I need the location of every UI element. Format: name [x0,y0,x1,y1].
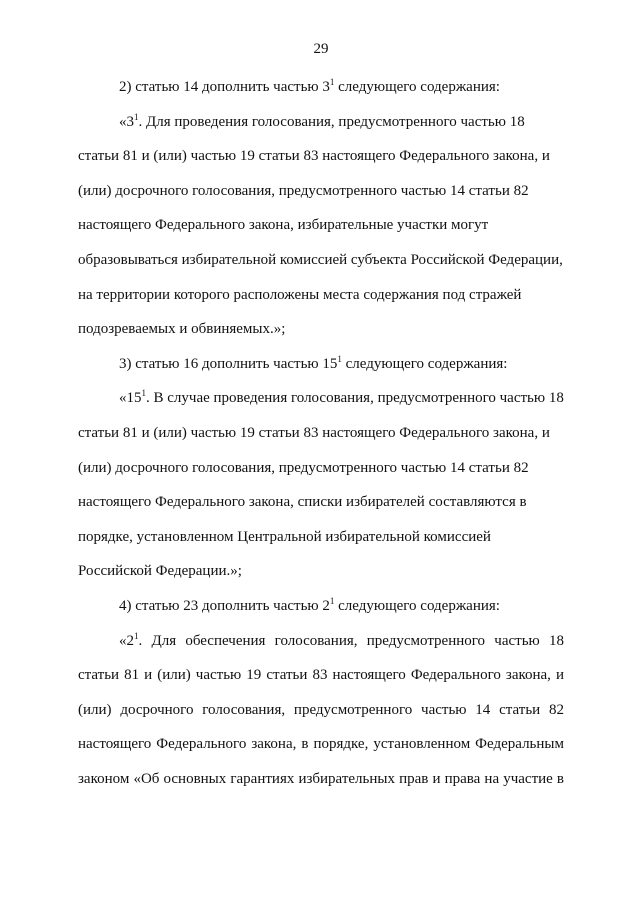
superscript: 1 [134,630,139,641]
quoted-part-3-1-open: «3 [119,113,134,130]
amendment-item-3 [78,347,564,382]
amendment-item-4-tail: следующего содержания: [334,597,500,614]
superscript: 1 [329,77,335,87]
superscript: 1 [134,111,139,122]
amendment-item-2 [78,70,564,105]
amendment-item-4 [78,589,564,624]
quoted-part-15-1 [78,381,564,589]
amendment-item-2-text: 2) статью 14 дополнить частью 3 [119,79,330,95]
amendment-item-2-tail: следующего содержания: [334,79,500,95]
quoted-part-2-1 [78,624,564,797]
quoted-part-15-1-text: . В случае проведения голосования, предусмотренного частью 18 статьи 81 и (или) частью 19 статьи 83 настоящего Федерального закона, и (или) досрочного голосования, предусмотренного частью 14 статьи 82 настоящего Федерального закона, списки избирателей составляются в порядке, установленном Центральной избирательной комиссией Российской Федерации.»; [78,390,564,580]
quoted-part-3-1 [78,105,564,347]
superscript: 1 [337,353,342,364]
amendment-item-3-text: 3) статью 16 дополнить частью 15 [119,355,338,372]
quoted-part-15-1-open: «15 [119,390,142,407]
quoted-part-2-1-text: . Для обеспечения голосования, предусмотренного частью 18 статьи 81 и (или) частью 19 статьи 83 настоящего Федерального закона, и (или) досрочного голосования, предусмотренного частью 14 статьи 82 настоящего Федерального закона, в порядке, установленном Федеральным законом «Об основных гарантиях избирательных прав и права на участие в [78,632,564,787]
amendment-item-3-tail: следующего содержания: [341,355,508,372]
superscript: 1 [329,595,335,606]
quoted-part-3-1-text: . Для проведения голосования, предусмотренного частью 18 статьи 81 и (или) частью 19 статьи 83 настоящего Федерального закона, и (или) досрочного голосования, предусмотренного частью 14 статьи 82 настоящего Федерального закона, избирательные участки могут образовываться избирательной комиссией субъекта Российской Федерации, на территории которого расположены места содержания под стражей подозреваемых и обвиняемых.»; [78,113,563,338]
amendment-item-4-text: 4) статью 23 дополнить частью 2 [119,597,330,614]
document-page [78,38,564,796]
superscript: 1 [141,388,146,399]
page-number: 29 [313,41,329,57]
quoted-part-2-1-open: «2 [119,632,134,649]
